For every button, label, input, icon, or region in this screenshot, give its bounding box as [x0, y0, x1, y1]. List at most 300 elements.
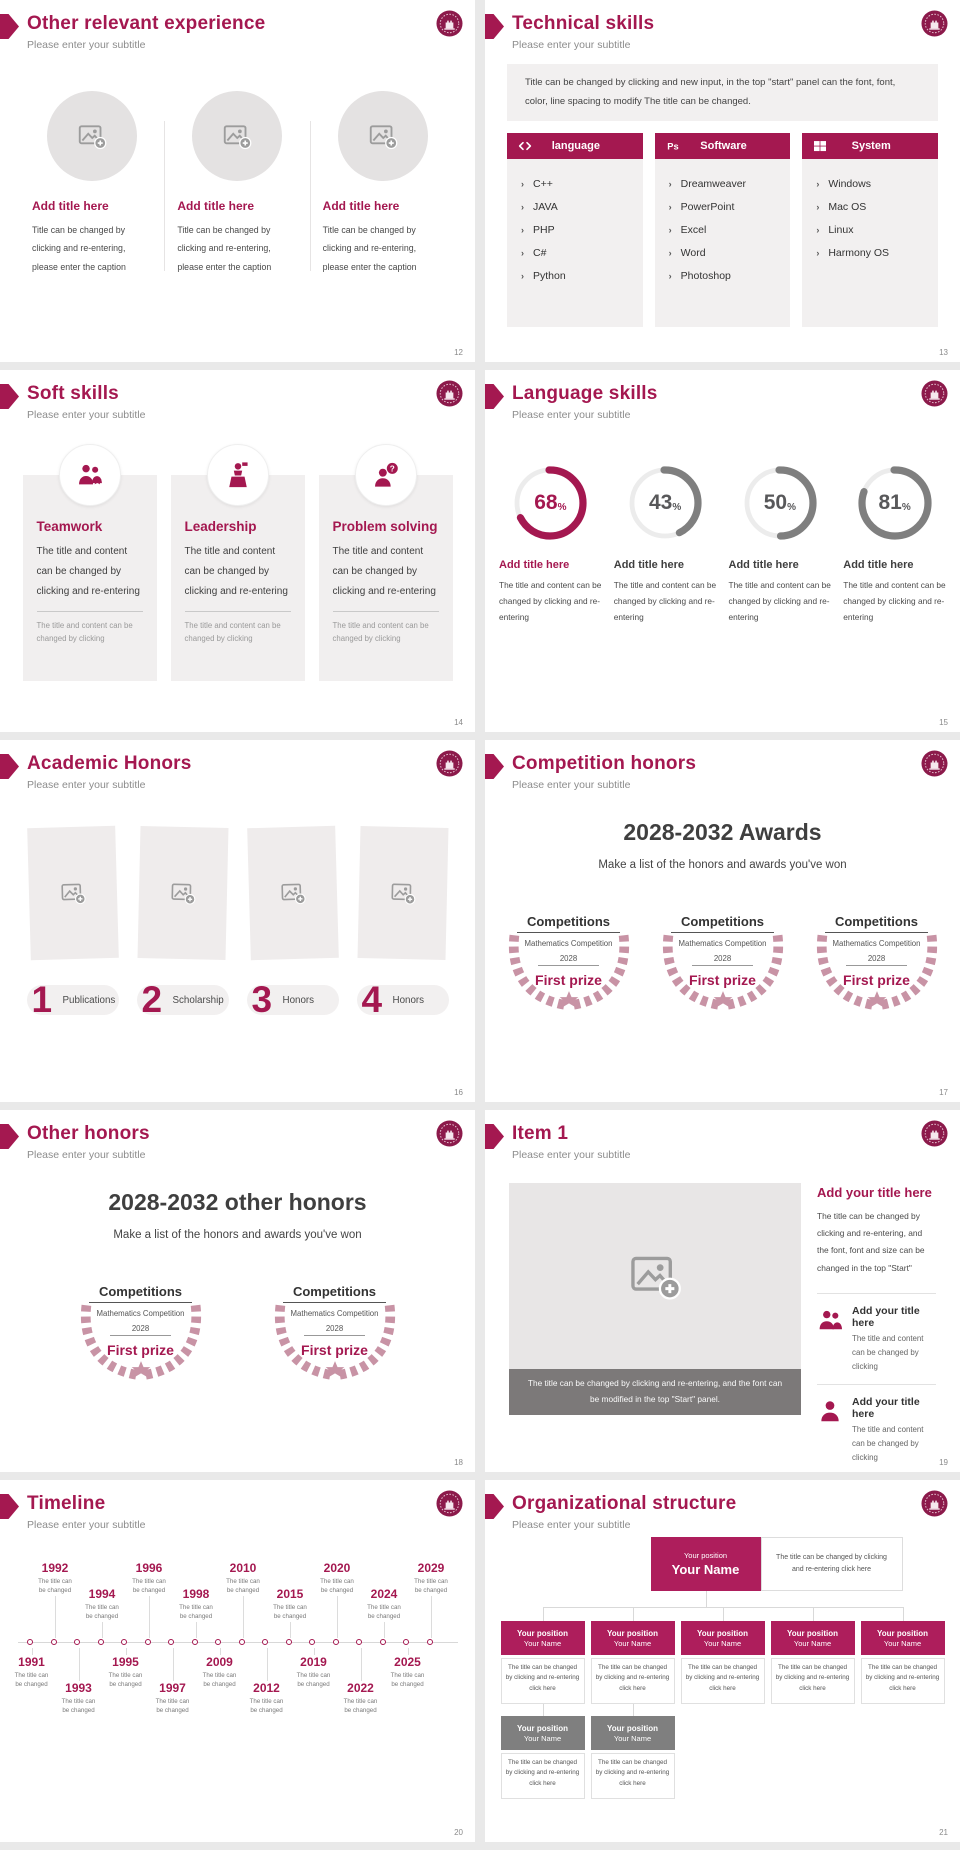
org-root: [651, 1537, 903, 1591]
divider: [185, 611, 291, 612]
skill-list-item: › Excel: [669, 224, 791, 236]
badge-prize: First prize: [301, 1342, 368, 1358]
badge-competition-name: Mathematics Competition: [290, 1309, 379, 1318]
experience-item: [22, 91, 162, 276]
person-icon: [817, 1398, 843, 1424]
group-icon: [817, 1307, 843, 1333]
timeline-stem: [267, 1648, 268, 1681]
image-placeholder[interactable]: [137, 826, 228, 960]
university-seal-logo: [921, 10, 948, 37]
page-number: 15: [939, 718, 948, 727]
badge-competition-name: Mathematics Competition: [678, 939, 767, 948]
photoshop-icon: [665, 138, 681, 154]
timeline-chart: [16, 1543, 460, 1755]
laurel-wreath-badge: [804, 895, 950, 1021]
card-footnote: The title and content can be changed by clicking: [36, 621, 133, 644]
timeline-label: [264, 1587, 316, 1622]
gauge-title: Add title here: [843, 559, 914, 571]
add-image-icon: [222, 121, 252, 151]
timeline-stem: [384, 1622, 385, 1638]
timeline-caption: The title can be changed: [38, 1578, 72, 1595]
laurel-wreath-badge: [650, 895, 796, 1021]
timeline-node: [121, 1639, 127, 1645]
timeline-year: 2025: [394, 1655, 421, 1669]
org-level-2: [501, 1621, 945, 1704]
org-node-description: The title can be changed by clicking and re-entering click here: [501, 1753, 585, 1799]
skill-list-item: › Harmony OS: [816, 247, 938, 259]
skill-list: [507, 159, 643, 327]
timeline-node: [262, 1639, 268, 1645]
timeline-caption: The title can be changed: [273, 1604, 307, 1621]
item-caption: Title can be changed by clicking and re-entering, please enter the caption: [32, 225, 126, 272]
timeline-year: 1994: [88, 1587, 116, 1601]
award-badges: [485, 895, 960, 1021]
card-body: The title and content can be changed by clicking and re-entering: [36, 546, 140, 597]
university-seal-logo: [436, 750, 463, 777]
timeline-year: 2012: [253, 1681, 280, 1695]
timeline-caption: The title can be changed: [85, 1604, 119, 1621]
honor-label: Scholarship: [172, 994, 224, 1006]
timeline-label: [76, 1587, 128, 1622]
card-icon-circle: [355, 444, 417, 506]
page-number: 21: [939, 1828, 948, 1837]
soft-skill-card-teamwork: [23, 475, 157, 681]
university-seal-logo: [921, 750, 948, 777]
leadership-icon: [224, 461, 252, 489]
percent-value: 81 %: [878, 491, 911, 514]
org-node: [501, 1716, 585, 1799]
donut-chart: [853, 461, 937, 545]
item-caption: Title can be changed by clicking and re-entering, please enter the caption: [177, 225, 272, 272]
slide-20-timeline[interactable]: [0, 1480, 475, 1842]
timeline-label: [217, 1561, 269, 1596]
org-node-description: The title can be changed by clicking and re-entering click here: [591, 1753, 675, 1799]
timeline-year: 1996: [135, 1561, 163, 1575]
timeline-stem: [102, 1622, 103, 1638]
org-node-box: [771, 1621, 855, 1655]
image-placeholder[interactable]: [192, 91, 282, 181]
gauge-title: Add title here: [728, 559, 799, 571]
badge-competition-name: Mathematics Competition: [96, 1309, 185, 1318]
card-footnote: The title and content can be changed by clicking: [184, 621, 281, 644]
timeline-stem: [337, 1596, 338, 1638]
timeline-year: 2020: [323, 1561, 351, 1575]
timeline-stem: [408, 1648, 409, 1655]
item-caption: Title can be changed by clicking and re-entering, please enter the caption: [322, 225, 417, 272]
connector-line: [543, 1704, 544, 1716]
timeline-caption: The title can be changed: [202, 1672, 237, 1689]
slide-19-item-1[interactable]: [485, 1110, 960, 1472]
add-image-icon: [368, 121, 398, 151]
timeline-stem: [79, 1648, 80, 1681]
badge-year: 2028: [538, 954, 599, 966]
university-seal-logo: [436, 1120, 463, 1147]
timeline-label: [100, 1655, 152, 1690]
awards-subheading: Make a list of the honors and awards you've won: [598, 859, 847, 871]
badge-competition-name: Mathematics Competition: [524, 939, 613, 948]
image-placeholder[interactable]: [247, 826, 339, 960]
column-label: language: [551, 140, 600, 153]
add-image-icon: [389, 880, 416, 907]
column-label: System: [851, 140, 891, 153]
section-body: The title can be changed by clicking and re-entering, and the font, font and size can be changed in the top "Start": [817, 1211, 925, 1273]
feature-body: The title and content can be changed by clicking: [852, 1333, 924, 1371]
timeline-node: [74, 1639, 80, 1645]
soft-skill-card-leadership: [171, 475, 305, 681]
position-label: Your position: [683, 1551, 728, 1560]
university-seal-logo: [921, 380, 948, 407]
skill-list-item: › Linux: [816, 224, 938, 236]
timeline-caption: The title can be changed: [296, 1672, 331, 1689]
timeline-year: 1998: [182, 1587, 210, 1601]
badge-heading: Competitions: [517, 914, 620, 933]
divider: [333, 611, 439, 612]
feature-title: Add your title here: [852, 1304, 920, 1329]
page-number: 14: [454, 718, 463, 727]
honor-number: 2: [141, 978, 163, 1020]
page-number: 17: [939, 1088, 948, 1097]
gauge-body: The title and content can be changed by clicking and re-entering: [843, 580, 946, 623]
card-footnote: The title and content can be changed by clicking: [332, 621, 429, 644]
timeline-stem: [149, 1596, 150, 1638]
image-placeholder[interactable]: [357, 826, 448, 960]
timeline-year: 2015: [276, 1587, 304, 1601]
page-number: 13: [939, 348, 948, 357]
slide-title: Academic Honors: [27, 753, 192, 774]
donut-chart: [623, 461, 707, 545]
honor-item: [247, 827, 339, 1020]
skill-list-item: › Dreamweaver: [669, 178, 791, 190]
honor-items: [0, 827, 475, 1020]
connector-line: [723, 1607, 724, 1621]
slide-subtitle: Please enter your subtitle: [27, 779, 146, 791]
honor-item: [27, 827, 119, 1020]
timeline-caption: The title can be changed: [320, 1578, 354, 1595]
timeline-label: [170, 1587, 222, 1622]
org-node-description: The title can be changed by clicking and re-entering click here: [861, 1658, 945, 1704]
timeline-stem: [314, 1648, 315, 1655]
skill-column-system: [802, 133, 938, 327]
timeline-caption: The title can be changed: [14, 1672, 49, 1689]
connector-line: [813, 1607, 814, 1621]
percent-value: 68 %: [534, 491, 567, 514]
slide-12-other-relevant-experience[interactable]: [0, 0, 475, 362]
timeline-label: [382, 1655, 434, 1690]
page-number: 12: [454, 348, 463, 357]
gauge-body: The title and content can be changed by clicking and re-entering: [613, 580, 717, 623]
skill-list-item: › Mac OS: [816, 201, 938, 213]
divider: [164, 121, 165, 271]
column-header: [507, 133, 643, 159]
timeline-node: [98, 1639, 104, 1645]
image-caption-bar: The title can be changed by clicking and re-entering, and the font can be modified in the top "Start" panel.: [509, 1369, 801, 1415]
org-node-description: The title can be changed by clicking and re-entering click here: [681, 1658, 765, 1704]
org-node-box: [501, 1621, 585, 1655]
image-placeholder[interactable]: [27, 826, 119, 960]
university-seal-logo: [921, 1120, 948, 1147]
image-placeholder[interactable]: [47, 91, 137, 181]
honor-number: 1: [31, 978, 53, 1020]
name-label: Your Name: [613, 1733, 652, 1743]
name-label: Your Name: [883, 1638, 922, 1648]
experience-item: [167, 91, 307, 276]
timeline-year: 2024: [370, 1587, 398, 1601]
slide-18-other-honors[interactable]: [0, 1110, 475, 1472]
timeline-node: [192, 1639, 198, 1645]
card-body: The title and content can be changed by clicking and re-entering: [332, 546, 436, 597]
skill-list-item: › C++: [521, 178, 643, 190]
teamwork-icon: [76, 461, 104, 489]
honor-item: [357, 827, 449, 1020]
slide-16-academic-honors[interactable]: [0, 740, 475, 1102]
position-label: Your position: [697, 1628, 748, 1638]
timeline-label: [147, 1681, 199, 1716]
image-area: [509, 1183, 801, 1369]
timeline-label: [311, 1561, 363, 1596]
feature-body: The title and content can be changed by clicking: [852, 1425, 924, 1463]
page-number: 20: [454, 1828, 463, 1837]
connector-line: [633, 1607, 634, 1621]
timeline-node: [27, 1639, 33, 1645]
gauge-title: Add title here: [613, 559, 685, 571]
page-number: 16: [454, 1088, 463, 1097]
skill-list-item: › PHP: [521, 224, 643, 236]
skill-list-item: › Photoshop: [669, 270, 791, 282]
honor-number: 4: [361, 978, 383, 1020]
honor-label: Publications: [62, 994, 116, 1006]
skill-column-language: [507, 133, 643, 327]
university-seal-logo: [436, 380, 463, 407]
badge-year: 2028: [110, 1324, 171, 1336]
timeline-stem: [196, 1622, 197, 1638]
slide-title: Language skills: [512, 383, 658, 404]
connector-line: [706, 1591, 707, 1607]
timeline-caption: The title can be changed: [249, 1698, 284, 1715]
slide-subtitle: Please enter your subtitle: [512, 39, 631, 51]
timeline-node: [333, 1639, 339, 1645]
timeline-node: [168, 1639, 174, 1645]
card-title: Leadership: [184, 519, 257, 534]
item-title: Add title here: [177, 199, 255, 213]
problem-solving-icon: [372, 461, 400, 489]
university-seal-logo: [921, 1490, 948, 1517]
badge-year: 2028: [304, 1324, 365, 1336]
add-image-icon: [628, 1249, 682, 1303]
info-text-box: Title can be changed by clicking and new input, in the top "start" panel can the font, font, color, line spacing to modify The title can be changed.: [507, 64, 938, 121]
timeline-year: 1995: [112, 1655, 139, 1669]
org-node: [771, 1621, 855, 1704]
add-image-icon: [169, 880, 196, 907]
gauge-body: The title and content can be changed by clicking and re-entering: [728, 580, 831, 623]
divider: [310, 121, 311, 271]
percent-value: 50 %: [763, 491, 796, 514]
timeline-label: [358, 1587, 410, 1622]
card-icon-circle: [207, 444, 269, 506]
timeline-year: 1991: [18, 1655, 45, 1669]
timeline-node: [309, 1639, 315, 1645]
org-node-description: The title can be changed by clicking and re-entering click here: [771, 1658, 855, 1704]
honor-label: Honors: [282, 994, 315, 1006]
org-root-box: [651, 1537, 761, 1591]
connector-line: [543, 1607, 544, 1621]
code-icon: [517, 138, 533, 154]
badge-heading: Competitions: [671, 914, 774, 933]
slide-title: Competition honors: [512, 753, 697, 774]
timeline-node: [286, 1639, 292, 1645]
timeline-year: 1997: [159, 1681, 186, 1695]
section-title: Add your title here: [817, 1185, 932, 1200]
gauge-body: The title and content can be changed by clicking and re-entering: [499, 580, 602, 623]
timeline-stem: [243, 1596, 244, 1638]
honor-item: [137, 827, 229, 1020]
timeline-node: [215, 1639, 221, 1645]
timeline-stem: [32, 1648, 33, 1655]
org-node-box: [501, 1716, 585, 1750]
slide-13-technical-skills[interactable]: [485, 0, 960, 362]
timeline-node: [380, 1639, 386, 1645]
timeline-stem: [290, 1622, 291, 1638]
feature-item: [817, 1385, 936, 1472]
badge-heading: Competitions: [825, 914, 928, 933]
add-image-icon: [59, 880, 86, 907]
timeline-year: 2010: [229, 1561, 257, 1575]
badge-prize: First prize: [535, 972, 602, 988]
slide-title: Soft skills: [27, 383, 119, 404]
university-seal-logo: [436, 10, 463, 37]
badge-year: 2028: [846, 954, 907, 966]
slide-15-language-skills[interactable]: [485, 370, 960, 732]
name-label: Your Name: [523, 1638, 562, 1648]
timeline-label: [288, 1655, 340, 1690]
name-label: Your Name: [793, 1638, 832, 1648]
university-seal-logo: [436, 1490, 463, 1517]
column-header: [655, 133, 791, 159]
org-node-description: The title can be changed by clicking and re-entering click here: [591, 1658, 675, 1704]
honor-number: 3: [251, 978, 273, 1020]
timeline-caption: The title can be changed: [367, 1604, 401, 1621]
timeline-caption: The title can be changed: [132, 1578, 166, 1595]
timeline-label: [29, 1561, 81, 1596]
slide-21-organizational-structure[interactable]: [485, 1480, 960, 1842]
timeline-caption: The title can be changed: [179, 1604, 213, 1621]
divider: [37, 611, 143, 612]
awards-subheading: Make a list of the honors and awards you've won: [113, 1229, 362, 1241]
awards-heading: 2028-2032 other honors: [108, 1189, 367, 1215]
badge-year: 2028: [692, 954, 753, 966]
slide-subtitle: Please enter your subtitle: [512, 1149, 631, 1161]
laurel-wreath-badge: [68, 1265, 214, 1391]
gauge-title: Add title here: [499, 559, 570, 571]
skill-list-item: › PowerPoint: [669, 201, 791, 213]
position-label: Your position: [517, 1723, 568, 1733]
slide-14-soft-skills[interactable]: [0, 370, 475, 732]
timeline-caption: The title can be changed: [390, 1672, 425, 1689]
honor-label: Honors: [392, 994, 425, 1006]
skill-list-item: › Windows: [816, 178, 938, 190]
timeline-node: [145, 1639, 151, 1645]
experience-item: [313, 91, 453, 276]
slide-subtitle: Please enter your subtitle: [27, 409, 146, 421]
donut-chart: [738, 461, 822, 545]
skill-column-software: [655, 133, 791, 327]
slide-subtitle: Please enter your subtitle: [512, 409, 631, 421]
timeline-caption: The title can be changed: [61, 1698, 96, 1715]
feature-title: Add your title here: [852, 1396, 920, 1421]
experience-items: [0, 91, 475, 276]
slide-subtitle: Please enter your subtitle: [27, 39, 146, 51]
card-icon-circle: [59, 444, 121, 506]
item-title: Add title here: [32, 199, 109, 213]
connector-line: [903, 1607, 904, 1621]
timeline-node: [51, 1639, 57, 1645]
image-placeholder[interactable]: [338, 91, 428, 181]
timeline-caption: The title can be changed: [343, 1698, 378, 1715]
org-node: [591, 1621, 675, 1704]
position-label: Your position: [877, 1628, 928, 1638]
position-label: Your position: [787, 1628, 838, 1638]
slide-title: Timeline: [27, 1493, 106, 1514]
slide-subtitle: Please enter your subtitle: [27, 1519, 146, 1531]
badge-heading: Competitions: [89, 1284, 192, 1303]
language-gauges: [485, 461, 960, 626]
laurel-wreath-badge: [496, 895, 642, 1021]
name-label: Your Name: [523, 1733, 562, 1743]
org-node-description: The title can be changed by clicking and re-entering click here: [501, 1658, 585, 1704]
badge-prize: First prize: [689, 972, 756, 988]
page-number: 18: [454, 1458, 463, 1467]
timeline-caption: The title can be changed: [414, 1578, 448, 1595]
timeline-caption: The title can be changed: [108, 1672, 143, 1689]
timeline-stem: [173, 1648, 174, 1681]
card-body: The title and content can be changed by clicking and re-entering: [184, 546, 288, 597]
percent-value: 43 %: [648, 491, 682, 514]
donut-chart: [508, 461, 592, 545]
add-image-icon: [279, 880, 306, 907]
slide-17-competition-honors[interactable]: [485, 740, 960, 1102]
skill-list-item: › JAVA: [521, 201, 643, 213]
timeline-stem: [126, 1648, 127, 1655]
soft-skill-card-problem-solving: [319, 475, 453, 681]
soft-skill-cards: [0, 475, 475, 681]
skill-gauge: [499, 461, 602, 626]
skill-list-item: › Word: [669, 247, 791, 259]
timeline-year: 1992: [41, 1561, 69, 1575]
honor-pill: [137, 978, 229, 1020]
badge-prize: First prize: [107, 1342, 174, 1358]
org-node-box: [591, 1621, 675, 1655]
timeline-label: [335, 1681, 387, 1716]
image-placeholder[interactable]: [509, 1183, 801, 1415]
timeline-caption: The title can be changed: [155, 1698, 190, 1715]
org-node: [681, 1621, 765, 1704]
org-level-3: [501, 1716, 675, 1799]
org-node-box: [681, 1621, 765, 1655]
org-node: [861, 1621, 945, 1704]
slide-title: Other relevant experience: [27, 13, 266, 34]
timeline-node: [356, 1639, 362, 1645]
timeline-year: 2022: [347, 1681, 374, 1695]
connector-line: [633, 1704, 634, 1716]
slide-title: Item 1: [512, 1123, 569, 1144]
feature-item: [817, 1294, 936, 1385]
skill-list-item: › Python: [521, 270, 643, 282]
awards-heading: 2028-2032 Awards: [623, 819, 822, 845]
skill-columns: [507, 133, 938, 327]
honor-pill: [27, 978, 119, 1020]
timeline-stem: [55, 1596, 56, 1638]
timeline-label: [405, 1561, 457, 1596]
award-badges: [0, 1265, 475, 1391]
